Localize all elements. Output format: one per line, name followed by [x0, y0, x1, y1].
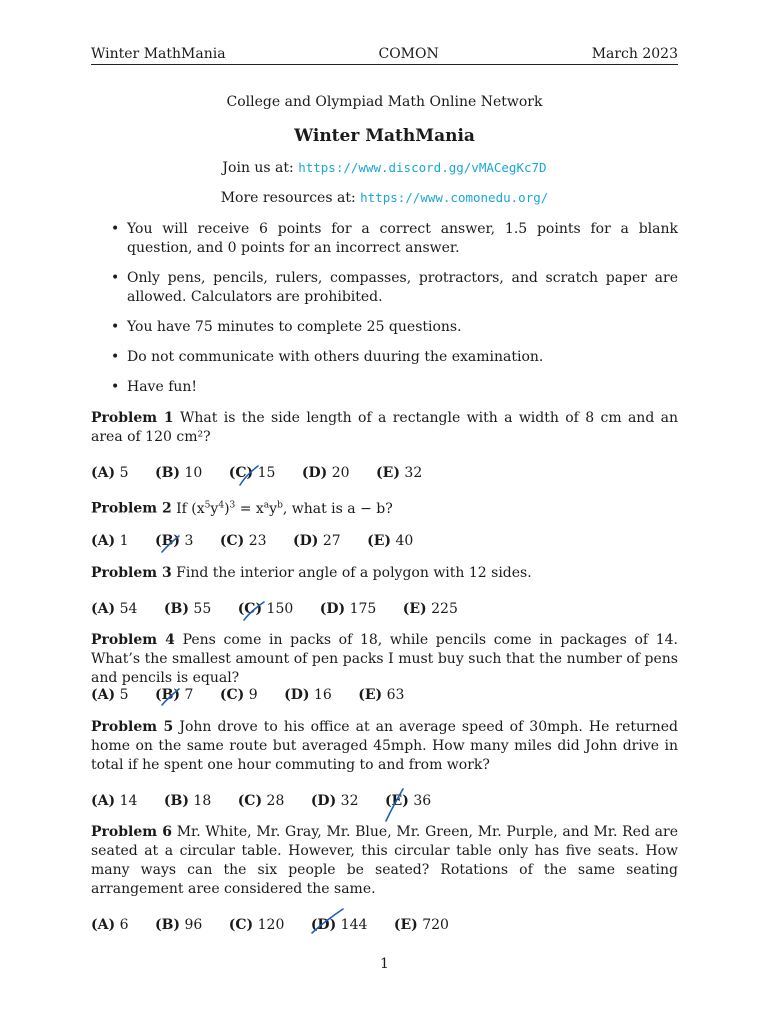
choice-a[interactable]: (A) 14: [91, 793, 138, 809]
choice-c[interactable]: (C) 120: [228, 917, 285, 933]
choice-d[interactable]: (D) 32: [310, 793, 359, 809]
choices-1: [91, 465, 678, 481]
problem-2: [91, 496, 678, 519]
choice-b[interactable]: (B) 55: [163, 601, 212, 617]
choice-b[interactable]: (B) 7: [154, 687, 194, 703]
exam-page: [91, 0, 678, 1024]
choice-c[interactable]: (C) 23: [219, 533, 267, 549]
header-right: March 2023: [591, 46, 678, 62]
bullet-icon: •: [111, 349, 120, 365]
choice-e[interactable]: (E) 32: [376, 465, 423, 481]
choice-e[interactable]: (E) 63: [358, 687, 405, 703]
problem-text: Find the interior angle of a polygon with 12 sides.: [176, 565, 532, 581]
page-number: 1: [380, 956, 389, 972]
choice-e[interactable]: (E) 225: [402, 601, 458, 617]
choice-a[interactable]: (A) 5: [91, 465, 129, 481]
resources-line: [91, 190, 678, 206]
running-header: [91, 44, 678, 64]
doc-title: Winter MathMania: [294, 126, 475, 146]
choices-5: [91, 793, 678, 809]
choice-b[interactable]: (B) 3: [154, 533, 194, 549]
join-label: Join us at:: [222, 160, 299, 176]
choice-a[interactable]: (A) 1: [91, 533, 129, 549]
bullet-icon: •: [111, 270, 120, 286]
problem-label: Problem 5: [91, 719, 174, 735]
header-center: COMON: [378, 46, 439, 62]
choice-d[interactable]: (D) 20: [301, 465, 350, 481]
rule-item: • Have fun!: [111, 379, 198, 395]
discord-link[interactable]: https://www.discord.gg/vMACegKc7D: [298, 160, 547, 175]
problem-3: [91, 564, 678, 583]
choice-e[interactable]: (E) 40: [367, 533, 414, 549]
choice-b[interactable]: (B) 10: [154, 465, 203, 481]
choice-d[interactable]: (D) 27: [293, 533, 341, 549]
problem-text: John drove to his office at an average speed of 30mph. He returned home on the same route but averaged 45mph. How many miles did John drive in total if he spent one hour commuting to and from work?: [91, 719, 678, 773]
rule-item: • You will receive 6 points for a correct answer, 1.5 points for a blank question, and 0 points for an incorrect answer.: [111, 221, 678, 256]
rules-list: [91, 220, 678, 408]
choices-6: [91, 917, 678, 933]
problem-5: [91, 718, 678, 775]
rule-item: • You have 75 minutes to complete 25 questions.: [111, 319, 462, 335]
choice-c[interactable]: (C) 9: [219, 687, 258, 703]
bullet-icon: •: [111, 319, 120, 335]
rule-item: • Do not communicate with others duuring the examination.: [111, 349, 544, 365]
choice-c[interactable]: (C) 15: [228, 465, 276, 481]
choice-a[interactable]: (A) 5: [91, 687, 129, 703]
choice-a[interactable]: (A) 6: [91, 917, 129, 933]
problem-label: Problem 3: [91, 565, 172, 581]
problem-text: If $(x^5y^4)^3 = x^ay^b$, what is a − b?: [176, 500, 393, 517]
problem-label: Problem 1: [91, 410, 174, 426]
problem-6: [91, 823, 678, 899]
bullet-icon: •: [111, 221, 120, 237]
choices-2: [91, 533, 678, 549]
resources-link[interactable]: https://www.comonedu.org/: [360, 190, 549, 205]
header-rule: [91, 64, 678, 65]
problem-text: Pens come in packs of 18, while pencils come in packages of 14. What’s the smallest amount of pen packs I must buy such that the number of pens and pencils is equal?: [91, 632, 678, 686]
bullet-icon: •: [111, 379, 120, 395]
choice-b[interactable]: (B) 18: [163, 793, 212, 809]
choice-d[interactable]: (D) 175: [319, 601, 377, 617]
org-name: College and Olympiad Math Online Network: [226, 94, 543, 110]
problem-label: Problem 6: [91, 824, 172, 840]
problem-label: Problem 4: [91, 632, 175, 648]
header-left: Winter MathMania: [91, 46, 226, 62]
choice-c[interactable]: (C) 150: [237, 601, 294, 617]
choices-3: [91, 601, 678, 617]
choice-a[interactable]: (A) 54: [91, 601, 138, 617]
choice-d[interactable]: (D) 16: [284, 687, 332, 703]
resources-label: More resources at:: [220, 190, 361, 206]
problem-1: [91, 409, 678, 447]
problem-label: Problem 2: [91, 500, 172, 517]
choice-c[interactable]: (C) 28: [237, 793, 285, 809]
problem-text: Mr. White, Mr. Gray, Mr. Blue, Mr. Green, Mr. Purple, and Mr. Red are seated at a circular table. However, this circular table only has five seats. How many ways can the six people be seated? Rotations of the same seating arrangement aree considered the same.: [91, 824, 678, 897]
join-line: [91, 160, 678, 176]
problem-4: [91, 631, 678, 688]
choice-e[interactable]: (E) 720: [393, 917, 449, 933]
choice-e[interactable]: (E) 36: [384, 793, 432, 809]
choices-4: [91, 687, 678, 703]
rule-item: • Only pens, pencils, rulers, compasses, protractors, and scratch paper are allowed. Calculators are prohibited.: [111, 270, 678, 305]
choice-d[interactable]: (D) 144: [310, 917, 368, 933]
choice-b[interactable]: (B) 96: [154, 917, 203, 933]
problem-text: What is the side length of a rectangle with a width of 8 cm and an area of 120 cm²?: [91, 410, 679, 445]
